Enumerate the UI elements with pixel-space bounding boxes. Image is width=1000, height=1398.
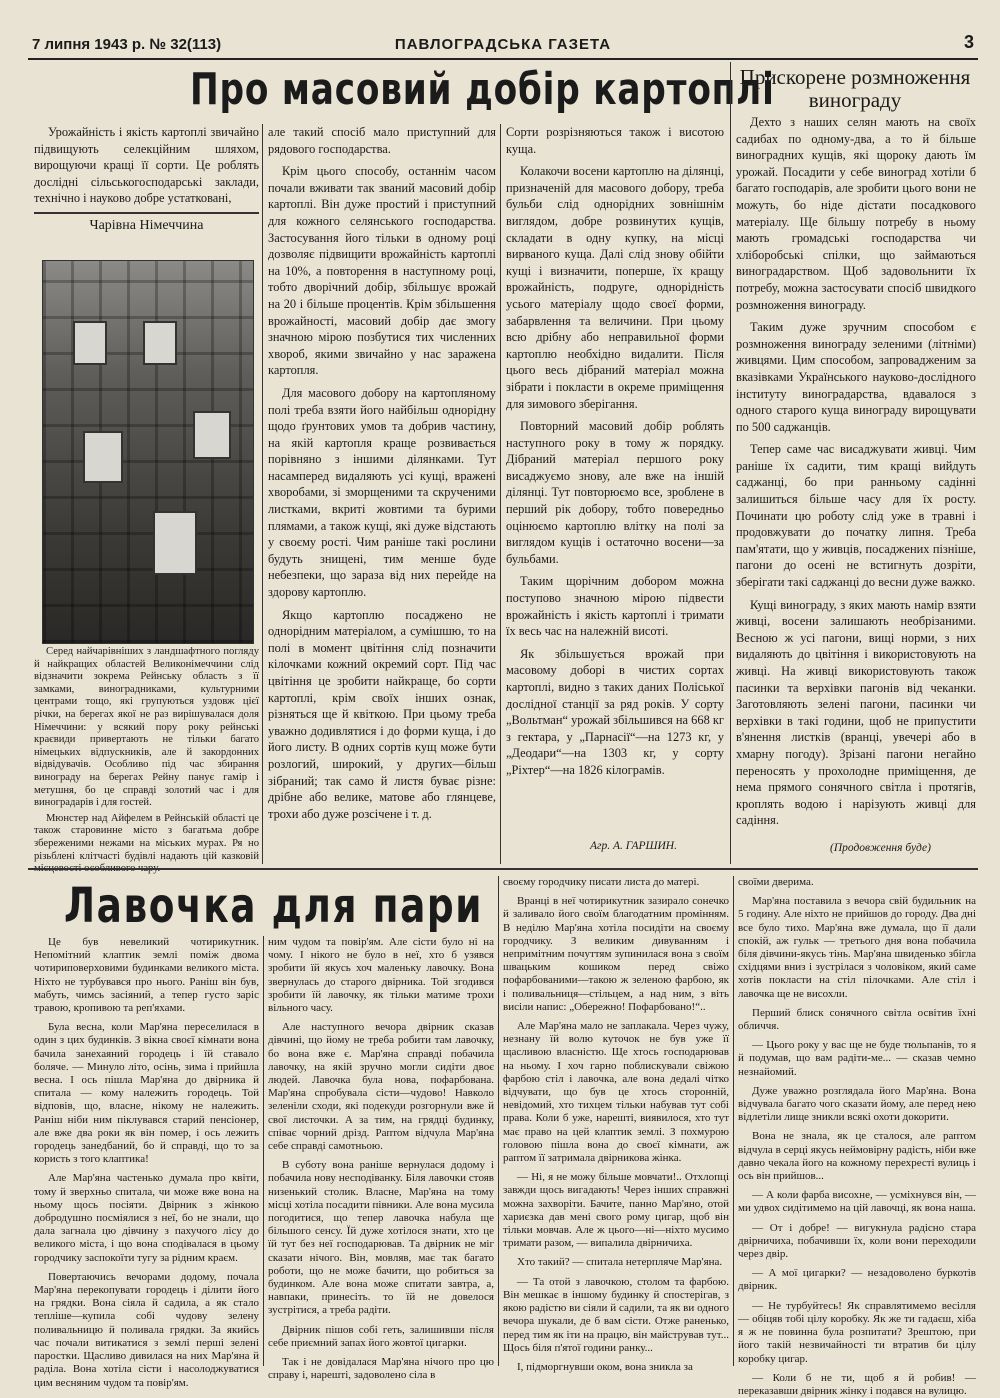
paragraph: Вона не знала, як це сталося, але раптом відчула в серці якусь неймовірну радість, ніби вже давно чекала його на кожному перехресті вулиць і ось він прийшов... [738, 1130, 976, 1183]
paragraph: — Та отой з лавочкою, столом та фарбою. Він мешкає в іншому будинку й спостерігав, з якою радістю ви сіяли й садили, та як ви одного вечора шукали, де б вам сісти. Отже раненько, перед тим як іти на працю, він майстрував тут... Щось біля п'ятої години ранку... [503, 1275, 729, 1354]
continued-note: (Продовження буде) [830, 842, 931, 854]
newspaper-name: ПАВЛОГРАДСЬКА ГАЗЕТА [394, 36, 612, 53]
paragraph: Але Мар'яна частенько думала про квіти, тому й зверхньо спитала, чи може вже вона на ньому щось посіяти. Двірник з жінкою добродушно посміялися з неї, бо не знали, що дала загнала цю дівчину з пахучого лісу до великого міста, і що вона сподівалася в цьому городчику заспокоїти тугу за рідним краєм. [34, 1172, 259, 1264]
column-rule [262, 124, 263, 864]
masthead [28, 28, 978, 60]
issue-date: 7 липня 1943 р. № 32(113) [32, 36, 222, 53]
paragraph: Але наступного вечора двірник сказав дівчині, що йому не треба робити там лавочку, бо вона вже є. Мар'яна справді побачила лавочку, на якій зручно могли сидіти двоє людей. Лавочка була нова, пофарбована. Мар'яна спробувала сісти—чудово! Навколо зеленіли сходи, які подекуди розгорнули вже й свої листочки. А за тим, на грядці будинку, співає чорний дрізд. Раптом відчула Мар'яна себе справді самотньою. [268, 1021, 494, 1153]
paragraph: Таким дуже зручним способом є розмноження винограду зеленими (літніми) живцями. Цим способом, запровадженим за вказівками Українського науково-дослідного інституту виноградарства, вдавалося з одного старого куща винограду вирощувати по 500 саджанців. [736, 320, 976, 434]
grape-col [736, 114, 976, 836]
paragraph: Дехто з наших селян мають на своїх садибах по одному-два, а то й більше виноградних кущів, які щороку дають їм урожай. Посадити у себе виноград хотіли б багато господарів, але зробити цього вони не можуть, бо ніде дістати посадкового матеріалу. Ще більшу потребу в ньому мають громадські господарства чи хліборобські спілки, що займаються виноградарством. Щоб задовольнити їх потребу, можна застосувати спосіб швидкого розмноження винограду. [736, 115, 976, 312]
paragraph: Якщо картоплю посаджено не однорідним матеріалом, а сумішшю, то на полі в момент цвітіння слід позначити кілочками кожний окремий сорт. Під час цвітіння це зробити найкраще, бо сорти картоплі, крім своїх інших ознак, різняться ще й квіткою. При цьому треба уважно додивлятися і до форми куща, і до його листу. В одних сортів кущ може бути розлогий, широкий, у других—більш зібраний; так само й листя буває різне: дрібне або велике, матове або глянцеве, трохи або дуже розсічене і т. д. [268, 607, 496, 821]
potato-col1 [34, 124, 259, 212]
paragraph: Для масового добору на картопляному полі треба взяти його найбільш однорідну щодо ґрунтових умов та добрив частину, на якій картопля краще розвивається порівняно з іншими ділянками. Тут насамперед видаляють усі кущі, вражені хворобами, зі зморщеними та скрученими листками, вкриті жовтими та бурими плямами, а також кущі, які дуже відстають у своєму рості. Чим раніше такі рослини будуть знищені, тим менше буде небезпеки, що зараза від них перейде на здорову картоплю. [268, 385, 496, 600]
paragraph: Дуже уважно розглядала його Мар'яна. Вона відчувала багато чого сказати йому, але перед нею відлетіли лище зникли всякі охоти докорити. [738, 1084, 976, 1124]
page-number: 3 [963, 32, 974, 52]
photo-caption [34, 646, 259, 875]
paragraph: Двірник пішов собі геть, залишивши після себе приємний запах його жовтої цигарки. [268, 1323, 494, 1349]
potato-col2 [268, 124, 496, 864]
paragraph: але такий спосіб мало приступний для рядового господарства. [268, 125, 496, 156]
paragraph: Кущі винограду, з яких мають намір взяти живці, восени залишають необрізаними. Весною ж усі пагони, вищі норми, з них видаляють до цвітіння і використовують на живці. На живці використовують також пасинки та верхівки пагонів від чеканки. Заготовляють зелені пагони, пасинки чи верхівки в такі години, щоб не припустити в'янення листків (вранці, увечері або в хмарну погоду). Зрізані пагони негайно переносять у прохолодне приміщення, де нема прямого сонячного світла і протягів, кроплять водою і нарізують живці для садіння. [736, 597, 976, 828]
divider [34, 212, 259, 214]
paragraph: своїми дверима. [738, 876, 814, 888]
photo-feature-title: Чарівна Німеччина [89, 218, 204, 233]
paragraph: Крім цього способу, останнім часом почали вживати так званий масовий добір картоплі. Він дуже простий і приступний для кожного селянського господарства. Застосування його тільки в одному році дозволяє підвищити врожайність картоплі на 10%, а повторення в наступному році, тобто дворічний добір, збільшує врожай на 20 і більше процентів. Крім збільшення врожайності, масовий добір дає змогу значною мірою позбутися тих численних хвороб, якими звичайно у нас заражена картопля. [268, 164, 496, 378]
paragraph: Колакочи восени картоплю на ділянці, призначеній для масового добору, треба бульби слід однорідних зовнішнім виглядом, добре розвинутих кущів, складати в одну купку, на місці вирваного куща. Далі слід знову обійти кущі і визначити, поперше, їх кращу врожайність, подруге, однорідність усього матеріалу щодо своєї форми, забарвлення та величини. При цьому всю дрібну або неправильної форми картоплю необхідно видалити. Після цього весь дібраний матеріал можна зібрати і покласти в окреме приміщення для зимового зберігання. [506, 164, 724, 411]
paragraph: Була весна, коли Мар'яна переселилася в один з цих будинків. З вікна своєї кімнати вона бачила занехаяний городець і їй ставало боляче. — Минуло літо, осінь, зима і прийшла весна. І ось пішла Мар'яна до двірника й спитала — кому належить городець. Той відповів, що, власне, нікому не належить. Раніш ніби ним піклувався старий пенсіонер, але вже два роки як він помер, і ось лежить городець занедбаний, бо й справді, що то за користь з того клаптика! [34, 1021, 259, 1166]
paragraph: Вранці в неї чотирикутник зазирало сонечко й заливало його своїм благодатним промінням. В неділю Мар'яна хотіла посидіти на своєму городчику. З великим дивуванням і непримітним почуттям зупинилася вона з своїм швацьким кошиком перед свіжо пофарбованими—такою ж зеленою фарбою, як і поливальниця—стільцем, а над ним, з віть висіли напис: „Обережно! Пофарбовано!“.. [503, 895, 729, 1013]
paragraph: Перший блиск сонячного світла освітив їхні обличчя. [738, 1006, 976, 1033]
paragraph: Сорти розрізняються також і висотою куща. [506, 125, 724, 156]
paragraph: Урожайність і якість картоплі звичайно підвищують селекційним шляхом, вирощуючи кращі її сорти. Це роблять дослідні сільськогосподарські заклади, технічно і науково добре устатковані, [34, 125, 259, 206]
paragraph: І, підморгнувши оком, вона зникла за [517, 1360, 693, 1373]
story-headline: Лавочка для пари [64, 878, 484, 934]
paragraph: Повторний масовий добір роблять наступного року в тому ж порядку. Дібраний матеріал першого року висаджуємо знову, але вже на іншій ділянці. Тут повторюємо все, зроблене в перший рік добору, тобто повередньо оцінюємо картоплю влітку на полі за виглядом кущів і остаточно восени—за бульбами. [506, 419, 724, 566]
section-divider [28, 868, 978, 870]
paragraph: Як збільшується врожай при масовому доборі в чистих сортах картоплі, видно з таких даних Поліської дослідної станції за ряд років. У сорту „Вольтман“ урожай збільшився на 668 кг з гектара, у „Парнасії“—на 1273 кг, у „Деодари“—на 1303 кг, у сорту „Ріхтер“—на 1826 кілограмів. [506, 646, 724, 777]
paragraph: Але Мар'яна мало не заплакала. Через чужу, незнану їй волю куточок не був уже її щасливою власністю. Ще хтось господарював на ньому. І хоч гарно поблискували свіжою фарбою стіл і лавочка, але вона дедалі чітко відчувати, що був це хтось сторонній, невідомий, хто тихцем тільки набував тут собі права. Коли б уже, нарешті, виявилося, хто тут має право на цей клаптик землі. З похмурою головою пішла вона до своєї кімнати, аж раптом її затримала двірникова жінка. [503, 1020, 729, 1165]
paragraph: В суботу вона раніше вернулася додому і побачила нову несподіванку. Біля лавочки стояв низенький столик. Власне, Мар'яна на тому місці хотіла посадити півники. Але вона мусила погодитися, що тепер лавочка набула ще більшого сенсу. Їй дуже хотілося знати, хто це їй тут без неї господарював. Та двірник не міг сказати нічого. Він, мовляв, має так багато роботи, що не може бачити, що робиться за будинком. Але вона може спитати завтра, а, навпаки, принесіть. то їй не довелося зустрітися, а треба радіти. [268, 1159, 494, 1317]
paragraph: — От і добре! — вигукнула радісно стара двірничиха, побачивши їх, коли вони переходили через двір. [738, 1221, 976, 1261]
story-col2 [268, 936, 494, 1382]
paragraph: — А мої цигарки? — незадоволено буркотів двірник. [738, 1267, 976, 1293]
paragraph: Хто такий? — спитала нетерпляче Мар'яна. [517, 1256, 723, 1269]
article-grape-headline: Прискорене розмноження винограду [739, 65, 971, 112]
paragraph: своєму городчику писати листа до матері. [503, 876, 700, 888]
paragraph: — Коли б не ти, щоб я й робив! — переказавши двірник жінку і подався на вулицю. [738, 1371, 976, 1397]
column-rule [498, 876, 499, 1366]
potato-signature: Агр. А. ГАРШИН. [590, 840, 677, 852]
potato-col3 [506, 124, 724, 839]
story-col4 [738, 876, 976, 1397]
column-rule [730, 62, 731, 864]
paragraph: Мюнстер над Айфелем в Рейнській області це також старовинне місто з багатьма добре збереженими нежами на міських мурах. Ря но різьблені клітчасті будівлі надають цій казковій місцевості особливого чару. [34, 812, 259, 875]
story-col1 [34, 936, 259, 1389]
column-rule [733, 876, 734, 1366]
paragraph: Повертаючись вечорами додому, почала Мар'яна перекопувати городець і ділити його на грядки. Вона сіяла й садила, а як стало тепліше—купила собі чудову зелену поливальницю й поливала грядки. За якийсь час почали витикатися з землі перші зелені паростки. Щасливо дивилася на них Мар'яна й раділа. Вона хотіла сісти і насолоджуватися цим весняним чудом та повір'ям. [34, 1270, 259, 1389]
paragraph: — А коли фарба висохне, — усміхнувся він, — ми удвох сидітимемо на цій лавочці, як вона наша. [738, 1189, 976, 1215]
photo-half-timbered-house [42, 260, 254, 644]
paragraph: Серед найчарівніших з ландшафтного погляду й найкращих областей Великонімеччини слід відзначити зокрема Рейнську область з її замками, виноградниками, культурними центрами тощо, які групуються уздовж цієї річки, на берегах якої не раз вирішувалася доля Німеччини: у всякий пору року рейнські краєвиди привертають не тільки багато німецьких відпускників, але й закордонних відвідувачів. Особливо під час збирання винограду на берегах Рейну панує гамір і метушня, бо це справді золотий час і для виноградарів і для гостей. [34, 646, 259, 809]
story-col3 [503, 876, 729, 1373]
paragraph: — Ні, я не можу більше мовчати!.. Отхлопці завжди щось вигадають! Через інших справжні можна захворіти. Бачите, панно Мар'яно, отой хариєзка дав мені свого рому цигар, щоб він тільки мовчав. Але ж цього—ні—ніхто мусимо тримати разом, — випалила двірничиха. [503, 1171, 729, 1250]
paragraph: — Цього року у вас ще не буде тюльпанів, то я й подумав, що вам радіти-ме... — сказав чемно незнайомий. [738, 1039, 976, 1078]
paragraph: Мар'яна поставила з вечора свій будильник на 5 годину. Але ніхто не прийшов до городу. Два дні все було тихо. Мар'яна вже думала, що її дали спокій, аж гульк — третього дня вона побачила біля дівчини-якусь тінь. Мар'яна швиденько збігла східцями вниз і зустрілася з чоловіком, який саме хотів покласти на стіл пілочками. Але стіл і лавочка ще не висохли. [738, 895, 976, 1000]
paragraph: — Не турбуйтесь! Як справлятимемо весілля — обіцяв тобі цілу коробку. Як же ти гадаєш, хіба я ж не повинна була розпитати? Зрештою, при його такій незвичайності ти втратив би цілу коробку цигар. [738, 1299, 976, 1365]
column-rule [263, 936, 264, 1366]
article-potato-headline: Про масовий добір картоплі [190, 64, 775, 115]
paragraph: Таким щорічним добором можна поступово значною мірою підвести врожайність і якість картоплі і тримати їх весь час на належній висоті. [506, 574, 724, 639]
column-rule [500, 124, 501, 864]
paragraph: Так і не довідалася Мар'яна нічого про цю справу і, нарешті, задоволено сіла в [268, 1356, 494, 1382]
paragraph: ним чудом та повір'ям. Але сісти було ні на чому. І нікого не було в неї, хто б узявся зробити їй якусь хоч маленьку лавочку. Вона звернулась до старого двірника. Той згодився зробити їй лавочку, як тільки матиме трохи вільного часу. [268, 936, 494, 1015]
paragraph: Це був невеликий чотирикутник. Непомітний клаптик землі поміж двома чотириповерховими будинками великого міста. Ніхто не турбувався про нього. Раніш він був, мабуть, чимсь засіяний, а тепер густо заріс травою, кропивою та реп'яхами. [34, 936, 259, 1015]
paragraph: Тепер саме час висаджувати живці. Чим раніше їх садити, тим кращі вийдуть саджанці, бо при ранньому садінні залишиться більше часу для їх росту. Починати цю роботу слід уже в травні і продовжувати до початку липня. Треба пам'ятати, що у живців, посаджених пізніше, пагони до осені не встигнуть дозріти, зберігати такі саджанці до весни дуже важко. [736, 442, 976, 590]
